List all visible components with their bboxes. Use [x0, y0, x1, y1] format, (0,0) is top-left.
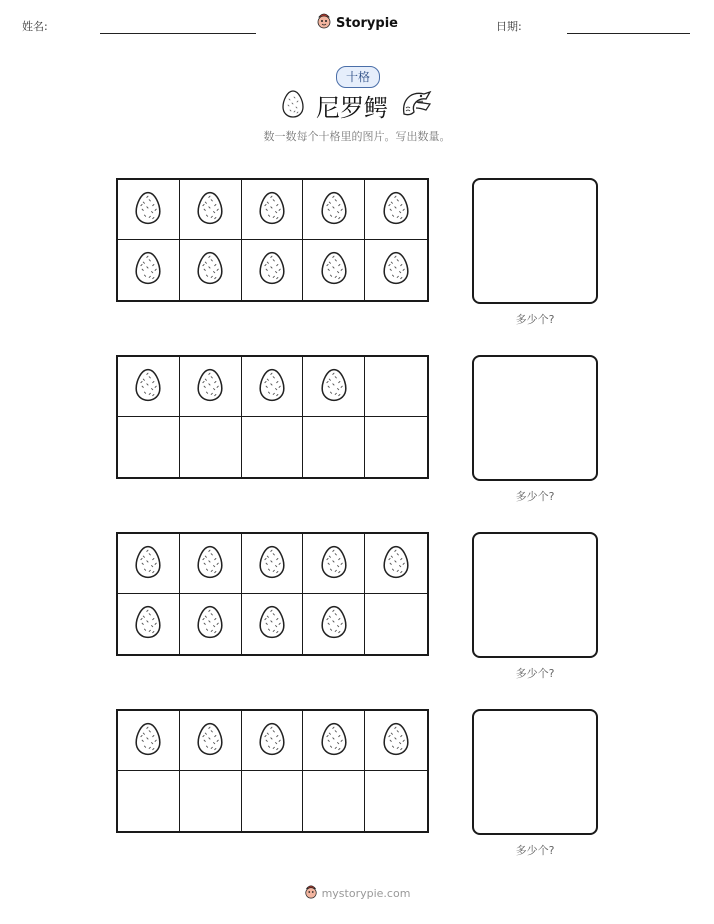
footer-url[interactable]: mystorypie.com — [321, 887, 411, 900]
egg-icon — [383, 545, 409, 583]
egg-icon — [321, 368, 347, 406]
crocodile-icon — [400, 90, 432, 122]
ten-frame-3 — [116, 532, 429, 656]
frame-cell — [118, 240, 180, 300]
answer-label-4: 多少个? — [515, 844, 555, 857]
egg-icon — [135, 605, 161, 643]
frame-cell — [180, 711, 242, 771]
frame-cell — [242, 417, 304, 477]
frame-cell — [180, 180, 242, 240]
egg-icon — [259, 368, 285, 406]
egg-icon — [135, 191, 161, 229]
egg-icon — [197, 368, 223, 406]
frame-cell — [242, 357, 304, 417]
ten-frame-2 — [116, 355, 429, 479]
answer-label-2: 多少个? — [515, 490, 555, 503]
frame-cell — [365, 771, 427, 831]
frame-cell — [242, 534, 304, 594]
frame-cell — [365, 534, 427, 594]
answer-box-4[interactable] — [472, 709, 598, 835]
egg-icon — [259, 191, 285, 229]
frame-cell — [303, 357, 365, 417]
egg-icon — [197, 722, 223, 760]
answer-box-1[interactable] — [472, 178, 598, 304]
frame-cell — [365, 417, 427, 477]
ten-frame-4 — [116, 709, 429, 833]
answer-box-2[interactable] — [472, 355, 598, 481]
egg-icon — [197, 605, 223, 643]
egg-icon — [321, 191, 347, 229]
frame-cell — [303, 180, 365, 240]
name-label: 姓名: — [22, 20, 48, 33]
frame-cell — [303, 771, 365, 831]
page-title: 尼罗鳄 — [316, 94, 388, 122]
egg-icon — [259, 605, 285, 643]
egg-icon — [197, 251, 223, 289]
frame-cell — [303, 711, 365, 771]
footer — [0, 884, 714, 904]
frame-cell — [118, 534, 180, 594]
frame-cell — [242, 771, 304, 831]
frame-cell — [180, 417, 242, 477]
frame-cell — [365, 240, 427, 300]
answer-label-1: 多少个? — [515, 313, 555, 326]
egg-icon — [321, 605, 347, 643]
egg-icon — [197, 545, 223, 583]
frame-cell — [180, 357, 242, 417]
storypie-logo-icon — [304, 884, 318, 903]
frame-cell — [365, 357, 427, 417]
frame-cell — [118, 711, 180, 771]
frame-cell — [242, 180, 304, 240]
frame-cell — [118, 594, 180, 654]
storypie-logo-icon — [316, 12, 332, 34]
egg-icon — [197, 191, 223, 229]
egg-icon — [383, 191, 409, 229]
egg-icon — [321, 722, 347, 760]
frame-cell — [180, 771, 242, 831]
date-line[interactable] — [567, 33, 690, 34]
egg-icon — [282, 90, 304, 122]
frame-cell — [118, 417, 180, 477]
ten-frame-1 — [116, 178, 429, 302]
frame-cell — [242, 240, 304, 300]
frame-cell — [303, 417, 365, 477]
answer-label-3: 多少个? — [515, 667, 555, 680]
frame-cell — [118, 180, 180, 240]
brand — [0, 12, 714, 34]
brand-name: Storypie — [336, 15, 398, 31]
egg-icon — [383, 722, 409, 760]
instructions: 数一数每个十格里的图片。写出数量。 — [263, 130, 451, 143]
frame-cell — [180, 240, 242, 300]
frame-cell — [303, 240, 365, 300]
egg-icon — [135, 545, 161, 583]
egg-icon — [135, 722, 161, 760]
frame-cell — [303, 534, 365, 594]
egg-icon — [383, 251, 409, 289]
frame-cell — [365, 180, 427, 240]
egg-icon — [135, 251, 161, 289]
egg-icon — [321, 251, 347, 289]
frame-cell — [180, 534, 242, 594]
egg-icon — [259, 722, 285, 760]
frame-cell — [242, 594, 304, 654]
ten-frame-badge: 十格 — [336, 66, 380, 88]
egg-icon — [321, 545, 347, 583]
egg-icon — [135, 368, 161, 406]
frame-cell — [365, 711, 427, 771]
egg-icon — [259, 545, 285, 583]
frame-cell — [303, 594, 365, 654]
date-label: 日期: — [496, 20, 522, 33]
answer-box-3[interactable] — [472, 532, 598, 658]
frame-cell — [242, 711, 304, 771]
frame-cell — [180, 594, 242, 654]
frame-cell — [118, 771, 180, 831]
egg-icon — [259, 251, 285, 289]
frame-cell — [365, 594, 427, 654]
frame-cell — [118, 357, 180, 417]
